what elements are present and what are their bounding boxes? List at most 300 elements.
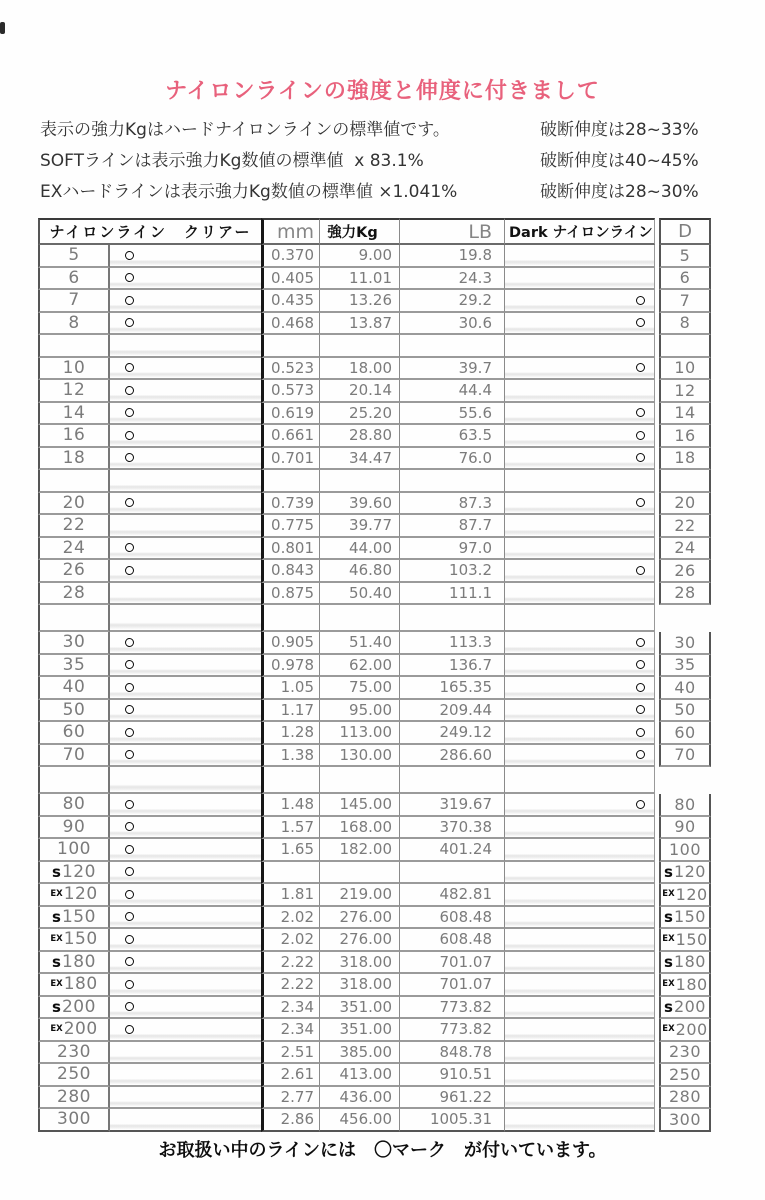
size-prefix: EX [50,889,63,900]
clear-mark-cell [110,884,261,907]
clear-circle-mark [125,408,134,417]
size-cell [38,974,110,997]
d-cell [659,997,711,1020]
table-row [38,268,711,291]
d-cell [659,403,711,426]
clear-mark-cell [110,997,261,1020]
kg-value: 95.00 [349,700,392,719]
d-cell [659,722,711,745]
size-prefix: EX [662,979,675,990]
kg-value: 39.77 [349,516,392,535]
dark-circle-mark [636,318,645,327]
lb-cell [400,722,505,745]
mm-value: 2.51 [280,1042,314,1061]
clear-circle-mark [125,957,134,966]
mm-cell [261,583,320,606]
dark-circle-mark [636,498,645,507]
kg-cell [320,358,400,381]
size-number: 6 [68,267,80,288]
lb-cell [400,245,505,268]
size-number: 200 [61,996,96,1017]
note-line [40,112,730,143]
table-row [38,1109,711,1132]
lb-value: 401.24 [439,840,492,859]
dark-mark-cell [505,560,655,583]
size-number: 22 [674,515,696,535]
kg-value: 318.00 [339,952,392,971]
clear-mark-cell [110,290,261,313]
clear-mark-cell [110,677,261,700]
dark-mark-cell [505,632,655,655]
table-row [38,884,711,907]
lb-cell [400,268,505,291]
header-d: D [659,218,711,245]
clear-mark-cell [110,929,261,952]
size-number: 40 [674,677,696,697]
dark-mark-cell [505,403,655,426]
table-row [38,974,711,997]
lb-value: 701.07 [439,975,492,994]
dark-mark-cell [505,380,655,403]
size-number: 40 [62,677,86,698]
size-number: 18 [674,448,696,468]
d-cell [659,245,711,268]
lb-value: 19.8 [458,246,492,265]
size-prefix: s [664,952,673,971]
kg-cell [320,313,400,336]
d-cell [659,1019,711,1042]
lb-value: 29.2 [458,291,492,310]
lb-value: 111.1 [449,583,492,602]
size-cell [38,722,110,745]
note-elongation: 破断伸度は28~30% [540,182,699,202]
mm-value: 0.661 [271,426,314,445]
lb-value: 97.0 [458,538,492,557]
spacer-cell [400,605,505,632]
mm-value: 0.619 [271,403,314,422]
kg-value: 44.00 [349,538,392,557]
clear-circle-mark [125,363,134,372]
mm-cell [261,358,320,381]
kg-cell [320,952,400,975]
kg-value: 46.80 [349,561,392,580]
note-elongation: 破断伸度は28~33% [540,120,699,140]
size-cell [38,1064,110,1087]
d-cell [659,632,711,655]
mm-cell [261,448,320,471]
mm-value: 0.905 [271,633,314,652]
size-number: 60 [674,722,696,742]
lb-cell [400,493,505,516]
size-number: 35 [62,654,86,675]
size-number: 80 [674,794,696,814]
table-row [38,290,711,313]
note-text: SOFTラインは表示強力Kg数値の標準値 x 83.1% [40,151,424,171]
size-number: 60 [62,722,86,743]
dark-circle-mark [636,431,645,440]
size-number: 26 [62,560,86,581]
table-row [38,313,711,336]
d-cell [659,1087,711,1110]
lb-cell [400,745,505,768]
lb-value: 608.48 [439,930,492,949]
size-number: 14 [674,403,696,423]
size-cell [38,1109,110,1132]
lb-cell [400,1087,505,1110]
kg-value: 351.00 [339,1020,392,1039]
header-kg: 強力Kg [320,218,400,245]
table-row [38,538,711,561]
mm-value: 0.435 [271,291,314,310]
spacer-cell [505,335,655,358]
d-cell [659,560,711,583]
table-row [38,380,711,403]
lb-cell [400,538,505,561]
clear-circle-mark [125,453,134,462]
lb-value: 103.2 [449,561,492,580]
kg-cell [320,1064,400,1087]
size-number: 12 [62,380,86,401]
clear-mark-cell [110,817,261,840]
clear-circle-mark [125,566,134,575]
spacer-cell [400,335,505,358]
table-row [38,997,711,1020]
note-line [40,143,730,174]
clear-circle-mark [125,705,134,714]
size-prefix: s [52,862,61,881]
lb-cell [400,997,505,1020]
size-cell [38,817,110,840]
size-cell [38,425,110,448]
mm-value: 0.523 [271,358,314,377]
d-cell [659,290,711,313]
size-number: 200 [675,1019,708,1039]
size-number: 120 [673,862,706,882]
size-prefix: s [664,907,673,926]
mm-cell [261,268,320,291]
spacer-row [38,335,711,358]
clear-mark-cell [110,745,261,768]
lb-value: 701.07 [439,952,492,971]
kg-value: 168.00 [339,817,392,836]
dark-mark-cell [505,794,655,817]
mm-cell [261,515,320,538]
mm-cell [261,538,320,561]
kg-value: 276.00 [339,930,392,949]
mm-cell [261,677,320,700]
dark-mark-cell [505,884,655,907]
size-number: 180 [61,951,96,972]
kg-cell [320,929,400,952]
mm-value: 2.22 [280,952,314,971]
header-dark-column: Dark ナイロンライン [505,218,655,245]
size-cell [38,538,110,561]
size-prefix: EX [662,889,675,900]
kg-cell [320,745,400,768]
mm-value: 0.468 [271,313,314,332]
size-cell [38,290,110,313]
kg-cell [320,997,400,1020]
table-header-row [38,218,711,245]
dark-mark-cell [505,1087,655,1110]
lb-value: 482.81 [439,885,492,904]
clear-circle-mark [125,980,134,989]
spacer-cell [320,605,400,632]
kg-cell [320,907,400,930]
kg-value: 318.00 [339,975,392,994]
size-number: 5 [679,245,691,265]
dark-mark-cell [505,952,655,975]
dark-mark-cell [505,929,655,952]
dark-mark-cell [505,817,655,840]
mm-value: 1.28 [280,723,314,742]
clear-mark-cell [110,425,261,448]
size-number: 18 [62,447,86,468]
size-cell [38,358,110,381]
kg-cell [320,794,400,817]
header-clear-column: ナイロンライン クリアー [38,218,261,245]
lb-value: 76.0 [458,448,492,467]
kg-value: 50.40 [349,583,392,602]
table-body [38,245,711,1132]
size-cell [38,745,110,768]
note-elongation: 破断伸度は40~45% [540,151,699,171]
lb-value: 55.6 [458,403,492,422]
clear-mark-cell [110,1064,261,1087]
size-prefix: EX [662,934,675,945]
size-number: 120 [61,861,96,882]
size-cell [38,1087,110,1110]
clear-mark-cell [110,245,261,268]
kg-cell [320,583,400,606]
kg-value: 145.00 [339,795,392,814]
d-cell [659,974,711,997]
mm-value: 2.02 [280,907,314,926]
clear-mark-cell [110,268,261,291]
kg-cell [320,1042,400,1065]
size-number: 24 [62,537,86,558]
spacer-cell [320,335,400,358]
size-number: 230 [57,1041,91,1062]
lb-cell [400,700,505,723]
mm-cell [261,722,320,745]
kg-cell [320,677,400,700]
size-number: 250 [57,1064,91,1085]
table-row [38,700,711,723]
clear-circle-mark [125,1002,134,1011]
lb-cell [400,974,505,997]
lb-cell [400,794,505,817]
size-number: 28 [62,582,86,603]
mm-value: 0.370 [271,246,314,265]
dark-mark-cell [505,493,655,516]
clear-mark-cell [110,448,261,471]
dark-mark-cell [505,538,655,561]
size-number: 16 [674,425,696,445]
kg-value: 351.00 [339,997,392,1016]
d-cell [659,794,711,817]
size-cell [38,1019,110,1042]
table-row [38,448,711,471]
d-cell [659,1109,711,1132]
size-number: 26 [674,560,696,580]
size-number: 20 [674,493,696,513]
dark-mark-cell [505,448,655,471]
clear-circle-mark [125,638,134,647]
table-row [38,929,711,952]
size-cell [38,583,110,606]
dark-mark-cell [505,907,655,930]
mm-cell [261,632,320,655]
size-number: 12 [674,380,696,400]
size-cell [38,884,110,907]
spacer-cell [659,335,711,358]
lb-value: 63.5 [458,426,492,445]
mm-value: 0.573 [271,381,314,400]
d-cell [659,884,711,907]
lb-value: 961.22 [439,1087,492,1106]
kg-cell [320,425,400,448]
size-prefix: EX [50,979,63,990]
clear-mark-cell [110,493,261,516]
mm-value: 2.86 [280,1110,314,1129]
spacer-row [38,767,711,794]
header-lb: LB [400,218,505,245]
table-row [38,745,711,768]
size-cell [38,632,110,655]
mm-value: 1.38 [280,745,314,764]
spacer-cell [261,335,320,358]
size-number: 90 [62,816,86,837]
lb-cell [400,358,505,381]
kg-value: 28.80 [349,426,392,445]
spacer-cell [38,335,110,358]
size-number: 250 [668,1064,702,1084]
kg-cell [320,655,400,678]
dark-mark-cell [505,425,655,448]
kg-cell [320,884,400,907]
table-row [38,515,711,538]
clear-mark-cell [110,655,261,678]
kg-cell [320,1019,400,1042]
size-number: 180 [673,952,706,972]
mm-value: 0.775 [271,516,314,535]
size-number: 7 [68,290,80,311]
table-row [38,907,711,930]
dark-circle-mark [636,683,645,692]
mm-cell [261,952,320,975]
mm-cell [261,290,320,313]
size-number: 10 [62,357,86,378]
kg-value: 18.00 [349,358,392,377]
clear-mark-cell [110,403,261,426]
clear-mark-cell [110,1042,261,1065]
table-row [38,862,711,885]
size-cell [38,839,110,862]
mm-cell [261,425,320,448]
size-cell [38,515,110,538]
mm-cell [261,745,320,768]
table-row [38,677,711,700]
spacer-cell [110,767,261,794]
page-title: ナイロンラインの強度と伸度に付きまして [165,79,600,104]
clear-mark-cell [110,907,261,930]
mm-value: 1.05 [280,678,314,697]
mm-cell [261,839,320,862]
kg-value: 39.60 [349,493,392,512]
table-row [38,1019,711,1042]
size-number: 6 [679,268,691,288]
spacer-cell [400,767,505,794]
mm-value: 2.77 [280,1087,314,1106]
mm-value: 1.81 [280,885,314,904]
size-cell [38,952,110,975]
clear-circle-mark [125,728,134,737]
table-row [38,655,711,678]
d-cell [659,952,711,975]
spacer-cell [320,470,400,493]
mm-cell [261,1019,320,1042]
kg-cell [320,380,400,403]
size-number: 14 [62,402,86,423]
dark-mark-cell [505,1019,655,1042]
kg-value: 20.14 [349,381,392,400]
clear-mark-cell [110,862,261,885]
mm-cell [261,794,320,817]
dark-mark-cell [505,655,655,678]
table-row [38,952,711,975]
d-cell [659,268,711,291]
size-prefix: s [664,997,673,1016]
dark-mark-cell [505,290,655,313]
size-prefix: EX [50,1024,63,1035]
dark-circle-mark [636,453,645,462]
mm-value: 2.34 [280,1020,314,1039]
size-prefix: s [52,952,61,971]
size-number: 30 [62,632,86,653]
kg-value: 62.00 [349,655,392,674]
kg-value: 182.00 [339,840,392,859]
lb-value: 773.82 [439,1020,492,1039]
lb-cell [400,839,505,862]
mm-value: 2.34 [280,997,314,1016]
size-number: 200 [673,997,706,1017]
table-row [38,722,711,745]
spacer-cell [400,470,505,493]
mm-value: 1.65 [280,840,314,859]
size-number: 20 [62,492,86,513]
lb-value: 87.3 [458,493,492,512]
d-cell [659,929,711,952]
size-cell [38,929,110,952]
spacer-cell [505,470,655,493]
mm-cell [261,929,320,952]
table-row [38,632,711,655]
dark-mark-cell [505,997,655,1020]
dark-circle-mark [636,408,645,417]
mm-value: 0.978 [271,655,314,674]
d-cell [659,515,711,538]
lb-cell [400,1019,505,1042]
kg-value: 219.00 [339,885,392,904]
size-number: 24 [674,538,696,558]
lb-cell [400,677,505,700]
table-row [38,245,711,268]
dark-circle-mark [636,800,645,809]
d-cell [659,817,711,840]
clear-mark-cell [110,1087,261,1110]
table-row [38,794,711,817]
